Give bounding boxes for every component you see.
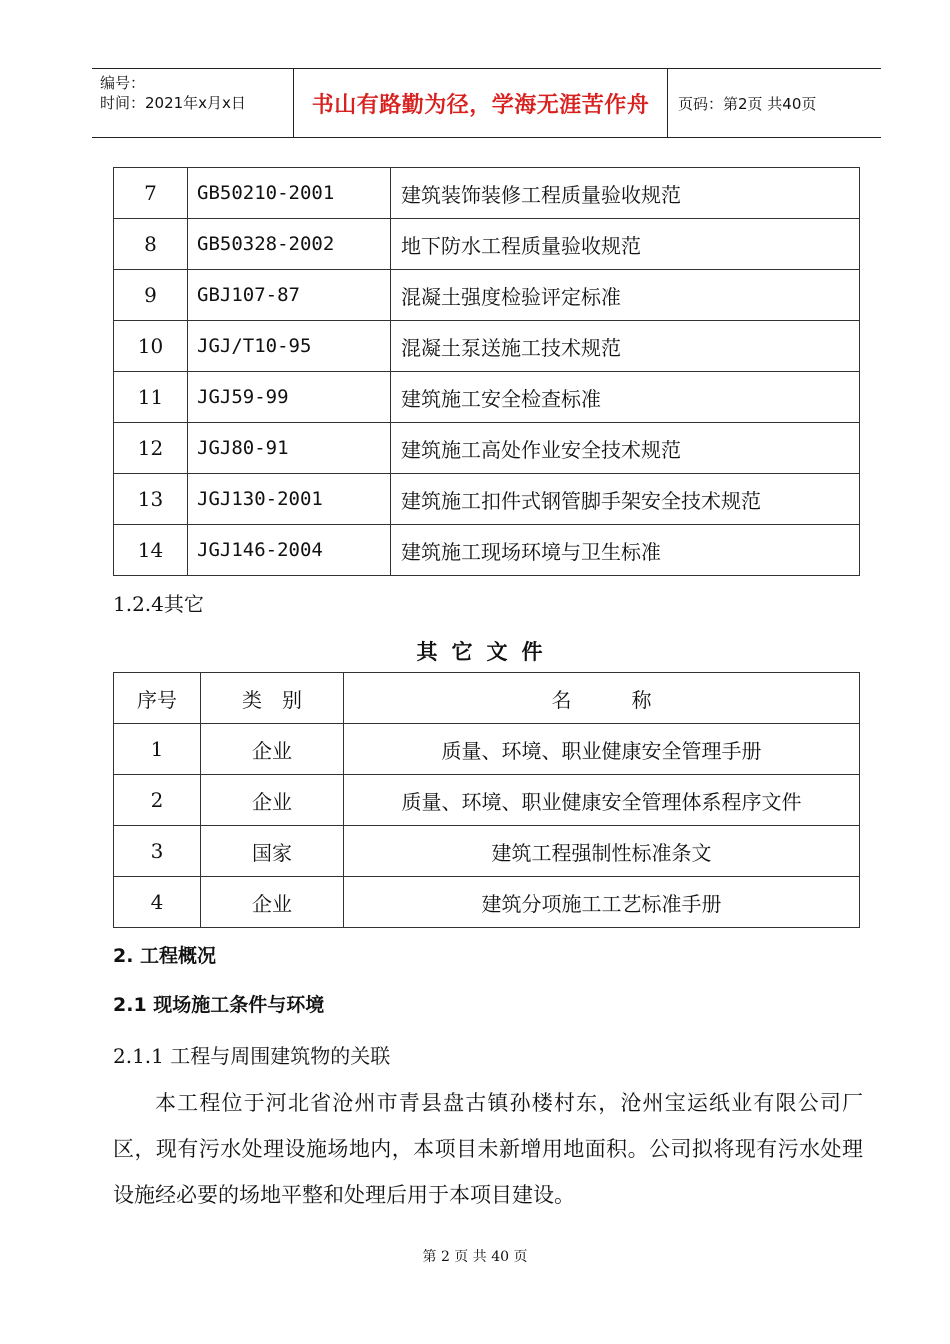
table-row [114,270,860,321]
page-header [92,68,881,138]
header-page: 页码：第2页 共40页 [678,94,817,113]
other-files-title: 其它文件 [416,639,557,664]
table-row [114,168,860,219]
std-code: GB50210-2001 [188,168,391,219]
section-2-1: 2.1 现场施工条件与环境 [113,994,325,1016]
standards-table [113,167,860,576]
std-no: 8 [114,219,188,270]
table-row [114,775,860,826]
std-name: 建筑施工扣件式钢管脚手架安全技术规范 [391,474,860,525]
table-row [114,321,860,372]
header-time: 时间：2021年x月x日 [100,94,246,112]
table-row [114,474,860,525]
header-type: 类 别 [201,673,344,724]
other-no: 2 [114,775,201,826]
section-1-2-4: 1.2.4其它 [113,592,204,616]
other-type: 国家 [201,826,344,877]
other-no: 3 [114,826,201,877]
std-code: JGJ130-2001 [188,474,391,525]
other-name: 质量、环境、职业健康安全管理手册 [344,724,860,775]
header-number: 编号： [100,74,146,92]
std-no: 10 [114,321,188,372]
table-row [114,219,860,270]
std-name: 地下防水工程质量验收规范 [391,219,860,270]
std-name: 混凝土强度检验评定标准 [391,270,860,321]
table-row [114,423,860,474]
header-left [92,69,293,137]
header-name: 名 称 [344,673,860,724]
std-code: JGJ80-91 [188,423,391,474]
other-no: 4 [114,877,201,928]
other-name: 建筑分项施工工艺标准手册 [344,877,860,928]
std-code: JGJ146-2004 [188,525,391,576]
std-no: 12 [114,423,188,474]
section-2: 2. 工程概况 [113,945,217,967]
std-no: 11 [114,372,188,423]
std-name: 建筑施工安全检查标准 [391,372,860,423]
std-no: 14 [114,525,188,576]
header-no: 序号 [114,673,201,724]
page-footer: 第 2 页 共 40 页 [422,1249,528,1265]
table-header-row [114,673,860,724]
other-type: 企业 [201,724,344,775]
other-type: 企业 [201,877,344,928]
other-files-table [113,672,860,928]
header-motto: 书山有路勤为径，学海无涯苦作舟 [293,69,668,137]
std-code: GB50328-2002 [188,219,391,270]
table-row [114,372,860,423]
body-paragraph: 本工程位于河北省沧州市青县盘古镇孙楼村东，沧州宝运纸业有限公司厂区，现有污水处理设施场地内，本项目未新增用地面积。公司拟将现有污水处理设施经必要的场地平整和处理后用于本项目建设。 [113,1091,863,1207]
std-name: 建筑施工现场环境与卫生标准 [391,525,860,576]
other-name: 质量、环境、职业健康安全管理体系程序文件 [344,775,860,826]
std-name: 建筑装饰装修工程质量验收规范 [391,168,860,219]
std-no: 13 [114,474,188,525]
table-row [114,877,860,928]
other-type: 企业 [201,775,344,826]
std-name: 混凝土泵送施工技术规范 [391,321,860,372]
table-row [114,826,860,877]
section-2-1-1: 2.1.1 工程与周围建筑物的关联 [113,1044,391,1068]
std-code: JGJ/T10-95 [188,321,391,372]
other-name: 建筑工程强制性标准条文 [344,826,860,877]
table-row [114,724,860,775]
std-no: 9 [114,270,188,321]
std-no: 7 [114,168,188,219]
table-row [114,525,860,576]
std-code: JGJ59-99 [188,372,391,423]
std-name: 建筑施工高处作业安全技术规范 [391,423,860,474]
other-no: 1 [114,724,201,775]
std-code: GBJ107-87 [188,270,391,321]
